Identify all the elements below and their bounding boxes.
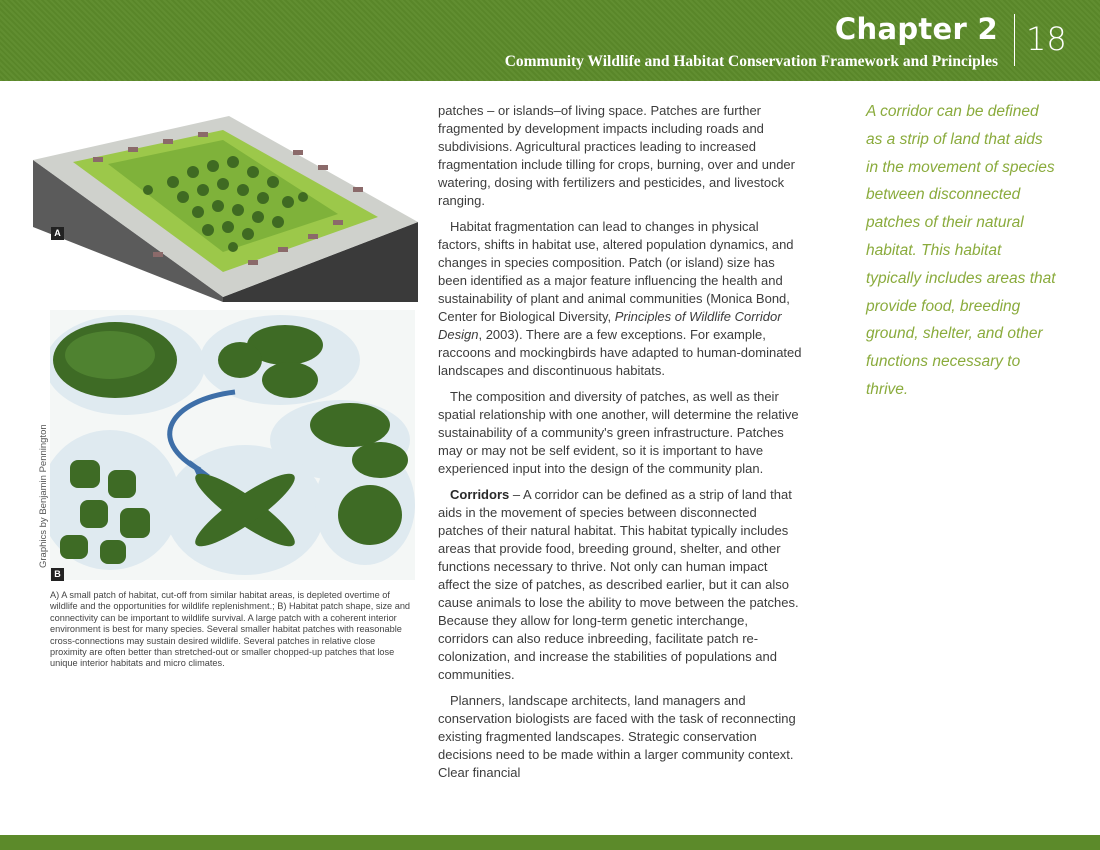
page-header bbox=[0, 0, 1100, 81]
header-divider bbox=[1014, 14, 1015, 66]
paragraph-2-citation: Principles of Wildlife Corridor Design bbox=[438, 309, 782, 342]
page-footer-bar bbox=[0, 835, 1100, 850]
paragraph-4 bbox=[438, 486, 802, 684]
pull-quote: A corridor can be defined as a strip of land that aids in the movement of species between disconnected patches of their natural habitat. This habitat typically includes areas that provide food, breeding ground, shelter, and other functions necessary to thrive. bbox=[866, 103, 1056, 398]
page-number: 18 bbox=[1026, 20, 1067, 58]
figure-a-habitat-patch-illustration bbox=[33, 102, 423, 302]
chapter-title: Chapter 2 bbox=[834, 12, 998, 46]
figure-b-label: B bbox=[51, 568, 64, 581]
figure-caption: A) A small patch of habitat, cut-off from similar habitat areas, is depleted overtime of wildlife and the opportunities for wildlife replenishment.; B) Habitat patch shape, size and connectivity can be important to wildlife survival. A large patch with a coherent interior environment is best for many species. Several smaller habitat patches with reasonable cross-connections may sustain desired wildlife. Several patches in relative close proximity are often better than stretched-out or smaller chopped-up patches that lose unique interior habitats and micro climates. bbox=[50, 590, 411, 669]
paragraph-1: patches – or islands–of living space. Patches are further fragmented by development impacts including roads and subdivisions. Agricultural practices leading to increased fragmentation include tilling for crops, burning, over and under watering, dosing with fertilizers and pesticides, and livestock ranging. bbox=[438, 103, 795, 208]
corridors-heading: Corridors bbox=[450, 487, 510, 502]
paragraph-4-text: – A corridor can be defined as a strip of land that aids in the movement of species between disconnected patches of their natural habitat. This habitat typically includes areas that provide food, breeding ground, shelter, and other functions necessary to thrive. Not only can human impact affect the size of patches, as described earlier, but it can also cause animals to lose the ability to move between the patches. Because they allow for long-term genetic interchange, corridors can also reduce inbreeding, facilitate patch re-colonization, and increase the stabilities of populations and communities. bbox=[438, 487, 799, 682]
paragraph-2 bbox=[438, 218, 802, 380]
main-text-column bbox=[438, 102, 802, 790]
paragraph-2-part-a: Habitat fragmentation can lead to changes in physical factors, shifts in habitat use, altered population dynamics, and changes in species composition. Patch (or island) size has been identified as a major feature influencing the health and sustainability of plant and animal communities (Monica Bond, Center for Biological Diversity, bbox=[438, 219, 794, 324]
figure-b-patch-shapes-illustration bbox=[50, 310, 415, 580]
paragraph-2-part-b: , 2003). There are a few exceptions. For example, raccoons and mockingbirds have adapted to human-dominated landscapes and discontinuous habitats. bbox=[438, 327, 802, 378]
graphics-credit: Graphics by Benjamin Pennington bbox=[38, 424, 49, 568]
figure-a-label: A bbox=[51, 227, 64, 240]
chapter-subtitle: Community Wildlife and Habitat Conservation Framework and Principles bbox=[504, 53, 998, 70]
paragraph-5: Planners, landscape architects, land managers and conservation biologists are faced with the task of reconnecting existing fragmented landscapes. Strategic conservation decisions need to be made within a larger community context. Clear financial bbox=[438, 693, 796, 780]
paragraph-3: The composition and diversity of patches, as well as their spatial relationship with one another, will determine the relative sustainability of a community's green infrastructure. Patches may or may not be self evident, so it is important to have experienced input into the design of the community plan. bbox=[438, 389, 799, 476]
